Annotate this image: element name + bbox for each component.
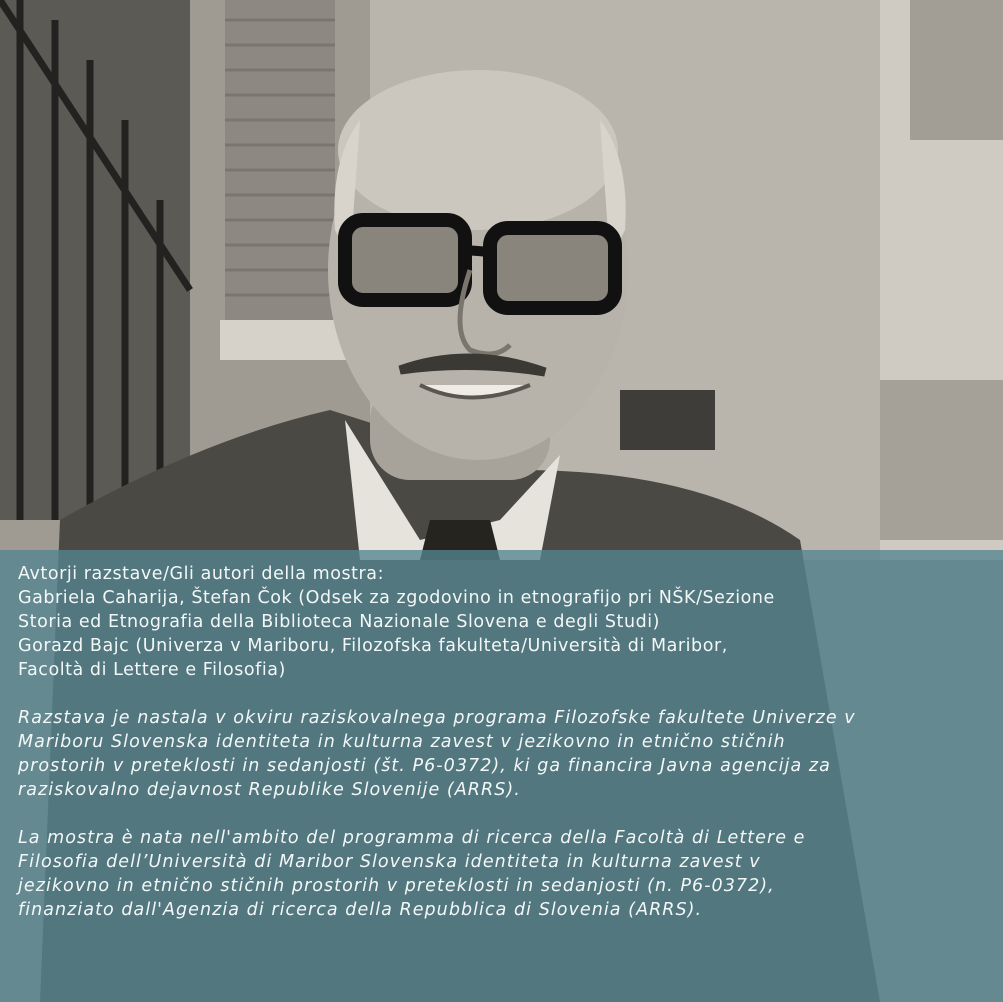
text-line: prostorih v preteklosti in sedanjosti (št. P6-0372), ki ga financira Javna agencija za <box>18 756 831 776</box>
text-line: Filosofia dell’Università di Maribor Slovenska identiteta in kulturna zavest v <box>18 852 761 872</box>
authors-line: Facoltà di Lettere e Filosofia) <box>18 660 286 680</box>
text-line: La mostra è nata nell'ambito del programma di ricerca della Facoltà di Lettere e <box>18 828 806 848</box>
slovenian-funding-paragraph <box>18 706 985 802</box>
authors-line: Gabriela Caharija, Štefan Čok (Odsek za zgodovino in etnografijo pri NŠK/Sezione <box>18 588 775 608</box>
text-line: Razstava je nastala v okviru raziskovalnega programa Filozofske fakultete Univerze v <box>18 708 856 728</box>
italian-funding-paragraph <box>18 826 985 922</box>
caption-overlay <box>0 550 1003 1002</box>
text-line: finanziato dall'Agenzia di ricerca della Repubblica di Slovenia (ARRS). <box>18 900 703 920</box>
text-line: Mariboru Slovenska identiteta in kulturna zavest v jezikovno in etnično stičnih <box>18 732 786 752</box>
authors-line: Gorazd Bajc (Univerza v Mariboru, Filozofska fakulteta/Università di Maribor, <box>18 636 728 656</box>
authors-heading: Avtorji razstave/Gli autori della mostra: <box>18 564 385 584</box>
text-line: raziskovalno dejavnost Republike Slovenije (ARRS). <box>18 780 521 800</box>
authors-line: Storia ed Etnografia della Biblioteca Nazionale Slovena e degli Studi) <box>18 612 661 632</box>
text-line: jezikovno in etnično stičnih prostorih v preteklosti in sedanjosti (n. P6-0372), <box>18 876 775 896</box>
authors-paragraph <box>18 562 985 682</box>
